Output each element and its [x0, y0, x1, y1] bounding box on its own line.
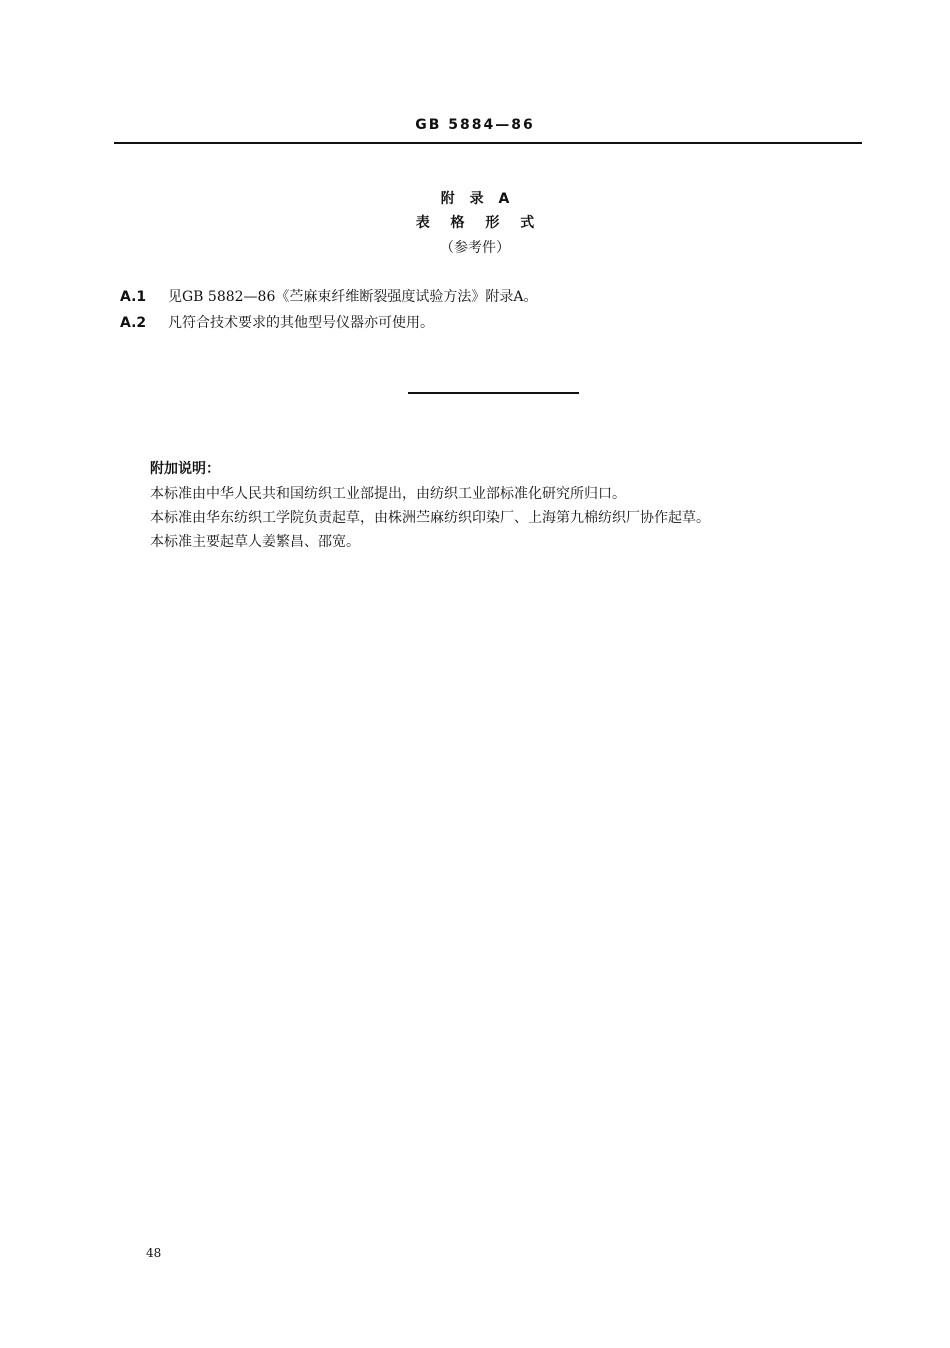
page-number: 48: [146, 1246, 162, 1260]
clause-a1: [120, 286, 537, 306]
additional-note-line: 本标准由中华人民共和国纺织工业部提出，由纺织工业部标准化研究所归口。: [150, 486, 626, 502]
clause-number: A.2: [120, 315, 147, 331]
clause-number: A.1: [120, 289, 147, 305]
clause-text: 凡符合技术要求的其他型号仪器亦可使用。: [168, 315, 434, 331]
end-of-text-rule: [408, 392, 579, 394]
clause-a2: [120, 312, 434, 332]
clause-text: 见GB 5882—86《苎麻束纤维断裂强度试验方法》附录A。: [168, 289, 538, 305]
appendix-subtitle: 表 格 形 式: [415, 215, 535, 231]
appendix-note: （参考件）: [440, 240, 510, 256]
standard-code-header: GB 5884—86: [415, 117, 535, 133]
additional-note-line: 本标准主要起草人姜繁昌、邵宽。: [150, 534, 360, 550]
additional-notes-heading: 附加说明：: [150, 461, 220, 477]
appendix-title: 附 录 A: [440, 191, 510, 207]
additional-note-line: 本标准由华东纺织工学院负责起草，由株洲苎麻纺织印染厂、上海第九棉纺织厂协作起草。: [150, 510, 710, 526]
header-rule: [114, 142, 862, 144]
